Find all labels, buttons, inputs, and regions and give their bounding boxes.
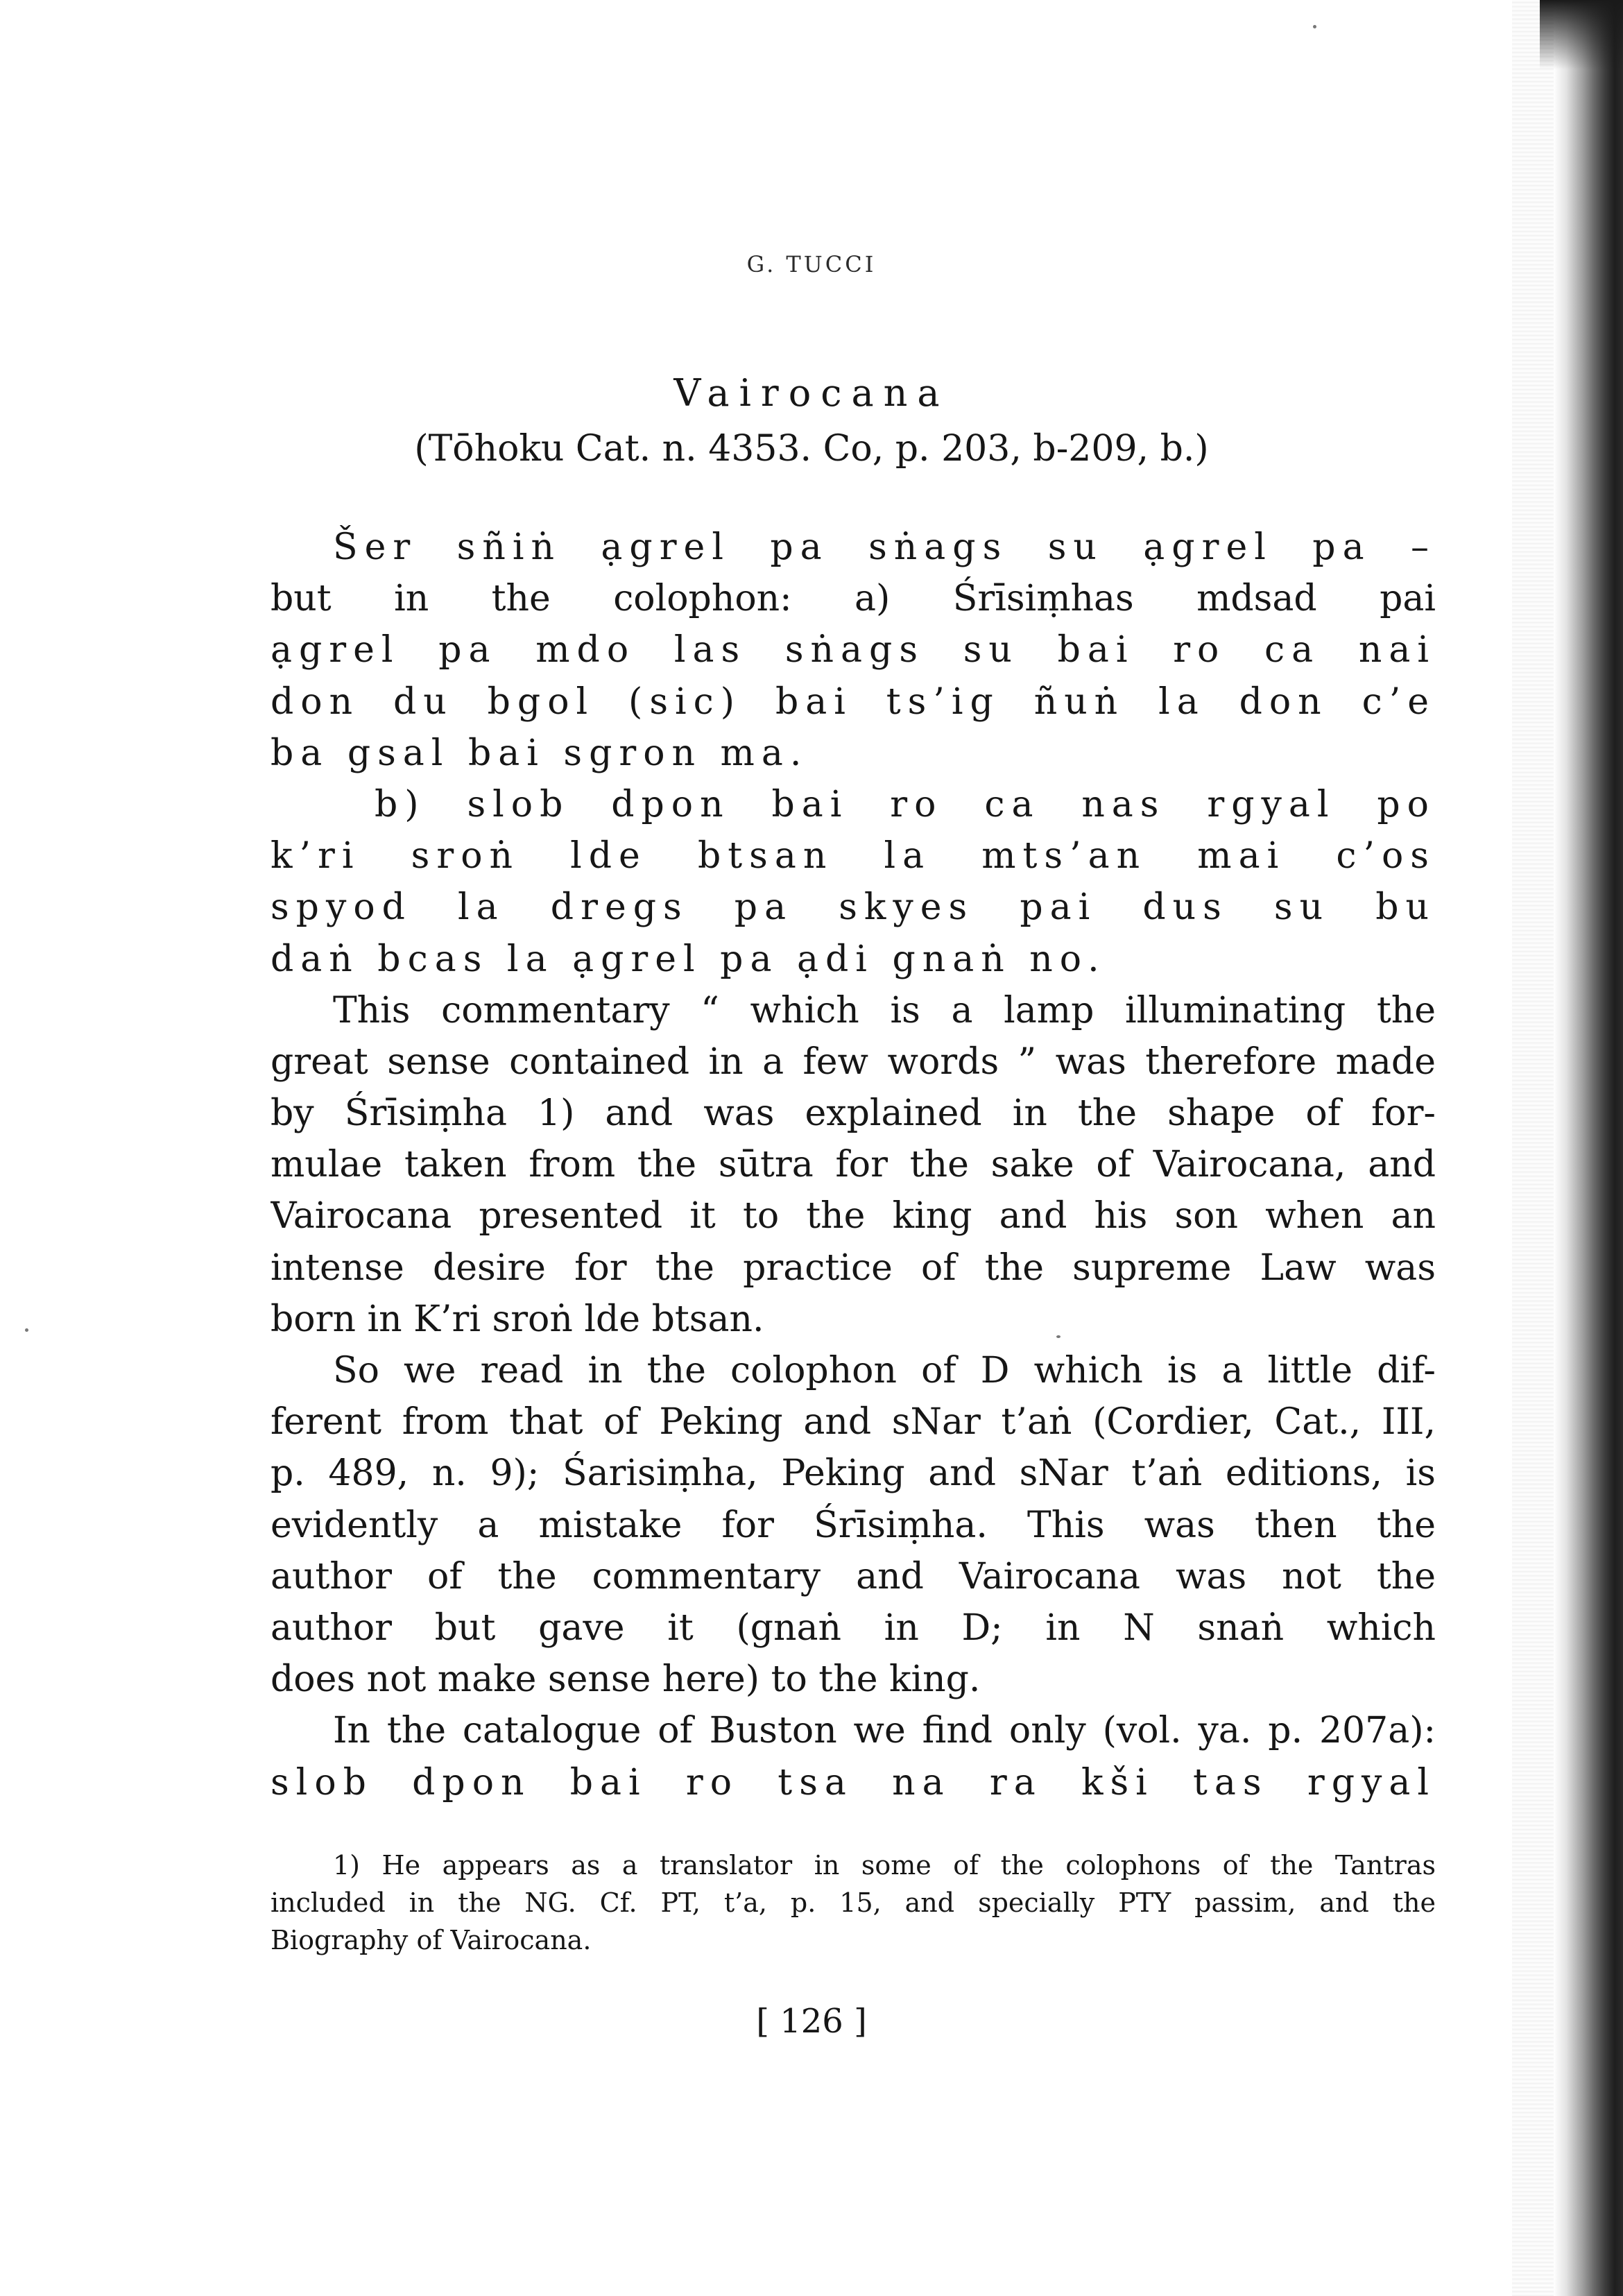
scan-speck [1313,25,1316,28]
body-line: intense desire for the practice of the supreme Law was [270,1246,1436,1289]
body-line: daṅ bcas la ạgrel pa ạdi gnaṅ no. [270,938,1106,980]
footnote [270,1847,1436,1959]
section-subtitle: (Tōhoku Cat. n. 4353. Co, p. 203, b-209, b.) [414,428,1209,470]
body-line: In the catalogue of Buston we find only (vol. ya. p. 207a): [333,1710,1436,1752]
page-number: [ 126 ] [756,2002,867,2041]
body-text [270,522,1436,1808]
body-line: evidently a mistake for Śrīsiṃha. This was then the [270,1504,1436,1546]
scan-speck [25,1328,28,1332]
body-line: does not make sense here) to the king. [270,1659,981,1701]
body-line: ferent from that of Peking and sNar t’aṅ (Cordier, Cat., III, [270,1401,1436,1443]
body-line: but in the colophon: a) Śrīsiṃhas mdsad pai [270,578,1436,620]
body-line: great sense contained in a few words ” was therefore made [270,1040,1436,1083]
body-line: author but gave it (gnaṅ in D; in N snaṅ which [270,1607,1436,1649]
running-head: G. TUCCI [746,251,877,277]
body-line: Vairocana presented it to the king and his son when an [270,1195,1436,1237]
body-line: author of the commentary and Vairocana was not the [270,1555,1436,1597]
section-title: Vairocana [673,371,950,415]
body-line: mulae taken from the sūtra for the sake of Vairocana, and [270,1144,1436,1186]
body-line: Šer sñiṅ ạgrel pa sṅags su ạgrel pa – [333,526,1436,568]
footnote-line: 1) He appears as a translator in some of the colophons of the Tantras [333,1850,1436,1881]
body-line: don du bgol (sic) bai ts’ig ñuṅ la don c’e [270,680,1436,723]
footnote-line: included in the NG. Cf. PT, t’a, p. 15, and specially PTY passim, and the [270,1887,1436,1918]
body-line: This commentary “ which is a lamp illuminating the [333,989,1436,1031]
body-line: slob dpon bai ro tsa na ra kši tas rgyal [270,1761,1436,1804]
body-line: p. 489, n. 9); Śarisiṃha, Peking and sNar t’aṅ editions, is [270,1453,1436,1495]
body-line: spyod la dregs pa skyes pai dus su bu [270,886,1436,929]
body-line: k’ri sroṅ lde btsan la mts’an mai c’os [270,835,1436,877]
body-line: ba gsal bai sgron ma. [270,732,809,774]
body-line: So we read in the colophon of D which is a little dif- [333,1350,1436,1391]
body-line: born in K’ri sroṅ lde btsan. [270,1298,764,1340]
body-line: ạgrel pa mdo las sṅags su bai ro ca nai [270,629,1436,671]
footnote-line: Biography of Vairocana. [270,1925,592,1955]
scanned-page-edge [1554,0,1623,2296]
body-line: by Śrīsiṃha 1) and was explained in the shape of for- [270,1093,1436,1135]
scanned-page-corner-shadow [1540,0,1623,69]
body-line: b) slob dpon bai ro ca nas rgyal po [375,783,1436,825]
